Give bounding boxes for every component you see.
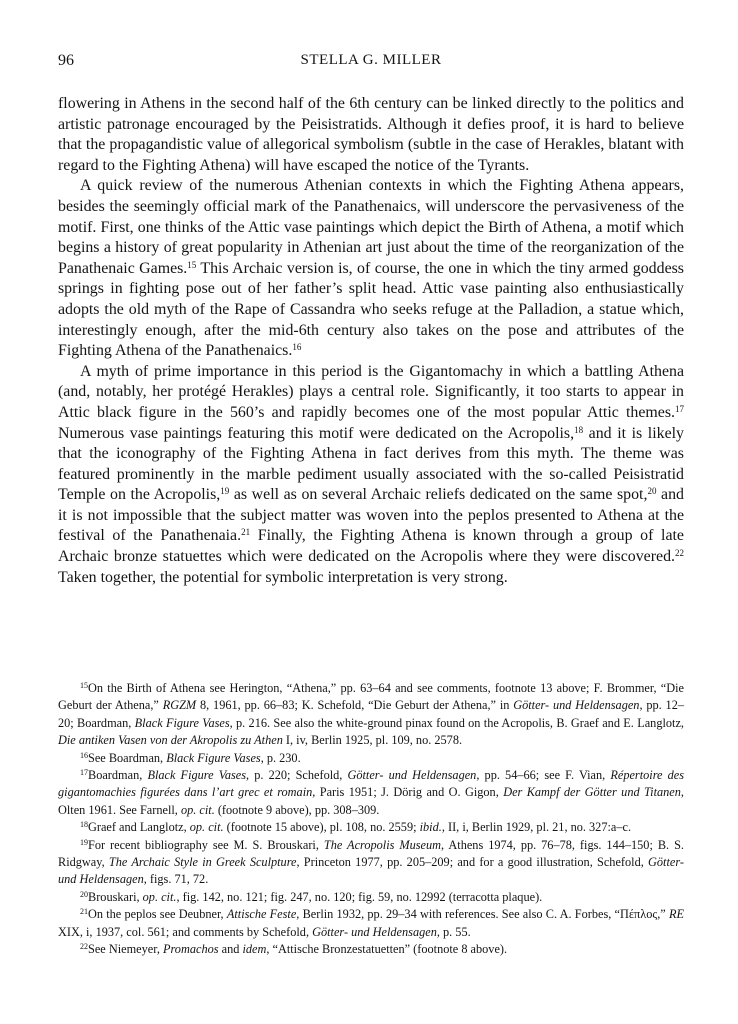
text-run: For recent bibliography see M. S. Brouskari,: [88, 837, 324, 852]
text-run: , Paris 1951; J. Dörig and O. Gigon,: [312, 785, 504, 800]
text-run: This Archaic version is, of course, the one in which the tiny armed goddess springs in fighting pose out of her father’s split head. Attic vase painting also enthusiastically adopts the old myth of the Rape of Cassandra who seeks refuge at the Palladion, a statue which, interestingly enough, after the mid-6th century also takes on the pose and attributes of the Fighting Athena of the Panathenaics.: [58, 259, 684, 360]
footnote-ref: 17: [675, 403, 684, 414]
footnote-ref: 16: [292, 342, 302, 353]
italic-title: Répertoire des gigantomachies figurées dans l’art grec et romain: [58, 768, 685, 800]
text-run: , p. 55.: [436, 924, 471, 939]
text-run: Brouskari,: [88, 889, 143, 904]
footnote: [58, 941, 684, 958]
text-run: 8, 1961, pp. 66–83; K. Schefold, “Die Geburt der Athena,” in: [196, 698, 514, 713]
footnote: [58, 750, 684, 767]
footnote-ref: 15: [187, 259, 197, 270]
text-run: Graef and Langlotz,: [88, 820, 190, 835]
italic-title: ibid.: [419, 820, 442, 835]
footnote: [58, 680, 684, 750]
text-run: flowering in Athens in the second half of the 6th century can be linked directly to the politics and artistic patronage encouraged by the Peisistratids. Although it defies proof, it is hard to believe that the propagandistic value of allegorical symbolism (subtle in the case of Herakles, blatant with regard to the Fighting Athena) will have escaped the notice of the Tyrants.: [58, 95, 684, 174]
footnote: [58, 819, 684, 836]
text-run: and: [218, 942, 243, 957]
text-run: , pp. 12–20; Boardman,: [58, 698, 684, 730]
text-run: , figs. 71, 72.: [143, 872, 209, 887]
footnote-ref: 16: [80, 750, 88, 760]
footnote-ref: 21: [241, 527, 251, 538]
text-run: On the peplos see Deubner,: [88, 907, 227, 922]
text-run: (footnote 9 above), pp. 308–309.: [214, 802, 380, 817]
running-head: STELLA G. MILLER: [300, 52, 442, 68]
text-run: Numerous vase paintings featuring this motif were dedicated on the Acropolis,: [58, 424, 575, 442]
text-run: , Olten 1961. See Farnell,: [58, 785, 684, 817]
text-run: Finally, the Fighting Athena is known through a group of late Archaic bronze statuettes which were dedicated on the Acropolis where they were discovered.: [58, 527, 684, 566]
footnote: [58, 889, 684, 906]
italic-title: RGZM: [162, 698, 197, 713]
italic-title: Black Figure Vases: [147, 768, 247, 783]
italic-title: Götter- und Heldensagen: [312, 924, 437, 939]
italic-title: Promachos: [162, 942, 219, 957]
italic-title: RE: [668, 907, 684, 922]
footnote: [58, 906, 684, 941]
italic-title: op. cit.: [180, 802, 215, 817]
footnote-ref: 19: [80, 837, 88, 847]
text-run: Taken together, the potential for symbolic interpretation is very strong.: [58, 568, 508, 586]
italic-title: Götter- und Heldensagen: [347, 768, 477, 783]
text-run: , p. 230.: [260, 750, 301, 765]
italic-title: Götter- und Heldensagen: [513, 698, 640, 713]
text-run: as well as on several Archaic reliefs dedicated on the same spot,: [229, 486, 648, 504]
text-run: See Niemeyer,: [88, 942, 163, 957]
footnote-ref: 22: [675, 548, 684, 559]
text-run: , p. 216. See also the white-ground pinax found on the Acropolis, B. Graef and E. Langlotz,: [229, 715, 684, 730]
footnote-ref: 21: [80, 907, 88, 917]
italic-title: op. cit.: [189, 820, 224, 835]
italic-title: Black Figure Vases: [166, 750, 261, 765]
text-run: See Boardman,: [88, 750, 167, 765]
italic-title: Götter- und Heldensagen: [58, 855, 684, 887]
text-run: and it is likely that the iconography of the Fighting Athena in fact derives from this myth. The theme was featured prominently in the marble pediment usually associated with the so-called Peisistratid Temple on the Acropolis,: [58, 424, 684, 504]
body-paragraph: [58, 94, 684, 176]
italic-title: op. cit.: [142, 889, 177, 904]
italic-title: idem: [242, 942, 267, 957]
text-run: On the Birth of Athena see Herington, “Athena,” pp. 63–64 and see comments, footnote 13 above; F. Brommer, “Die Geburt der Athena,”: [58, 681, 684, 713]
text-run: , fig. 142, no. 121; fig. 247, no. 120; fig. 59, no. 12992 (terracotta plaque).: [176, 889, 543, 904]
italic-title: The Acropolis Museum: [323, 837, 442, 852]
italic-title: Black Figure Vases: [134, 715, 230, 730]
text-run: and it is not impossible that the subject matter was woven into the peplos presented to Athena at the festival of the Panathenaia.: [58, 486, 684, 545]
italic-title: Die antiken Vasen von der Akropolis zu Athen: [58, 733, 283, 748]
footnote-ref: 17: [80, 768, 88, 778]
text-run: (footnote 15 above), pl. 108, no. 2559;: [223, 820, 420, 835]
italic-title: The Archaic Style in Greek Sculpture: [108, 855, 297, 870]
text-run: , Athens 1974, pp. 76–78, figs. 144–150; B. S. Ridgway,: [58, 837, 684, 870]
footnote: [58, 837, 684, 889]
footnote: [58, 767, 684, 819]
text-run: A myth of prime importance in this period is the Gigantomachy in which a battling Athena (and, notably, her protégé Herakles) plays a central role. Significantly, it too starts to appear in Attic black figure in the 560’s and rapidly becomes one of the most popular Attic themes.: [58, 362, 684, 421]
page-header: [58, 52, 684, 74]
body-paragraph: [58, 176, 684, 361]
page-number: 96: [58, 52, 74, 69]
footnote-ref: 18: [574, 424, 584, 435]
text-run: Boardman,: [88, 768, 148, 783]
footnote-ref: 18: [80, 820, 88, 830]
body-text: [58, 94, 684, 588]
text-run: , “Attische Bronzestatuetten” (footnote 8 above).: [266, 942, 508, 957]
text-run: , pp. 54–66; see F. Vian,: [476, 768, 611, 783]
text-run: , Princeton 1977, pp. 205–209; and for a good illustration, Schefold,: [296, 855, 649, 870]
italic-title: Der Kampf der Götter und Titanen: [503, 785, 681, 800]
text-run: , Berlin 1932, pp. 29–34 with references. See also C. A. Forbes, “Πέπλος,”: [296, 907, 669, 922]
text-run: I, iv, Berlin 1925, pl. 109, no. 2578.: [282, 733, 463, 748]
footnotes: [58, 680, 684, 959]
footnote-ref: 20: [80, 889, 88, 899]
footnote-ref: 20: [647, 486, 657, 497]
text-run: XIX, i, 1937, col. 561; and comments by Schefold,: [58, 924, 313, 939]
footnote-ref: 15: [80, 681, 88, 690]
body-paragraph: [58, 362, 684, 589]
text-run: A quick review of the numerous Athenian contexts in which the Fighting Athena appears, besides the seemingly official mark of the Panathenaics, will underscore the pervasiveness of the motif. First, one thinks of the Attic vase paintings which depict the Birth of Athena, a motif which begins a history of great popularity in Athenian art just about the time of the reorganization of the Panathenaic Games.: [58, 177, 684, 277]
text-run: , II, i, Berlin 1929, pl. 21, no. 327:a–c.: [441, 820, 632, 835]
text-run: , p. 220; Schefold,: [246, 768, 348, 783]
footnote-ref: 22: [80, 942, 88, 952]
italic-title: Attische Feste: [226, 907, 297, 922]
footnote-ref: 19: [220, 486, 230, 497]
